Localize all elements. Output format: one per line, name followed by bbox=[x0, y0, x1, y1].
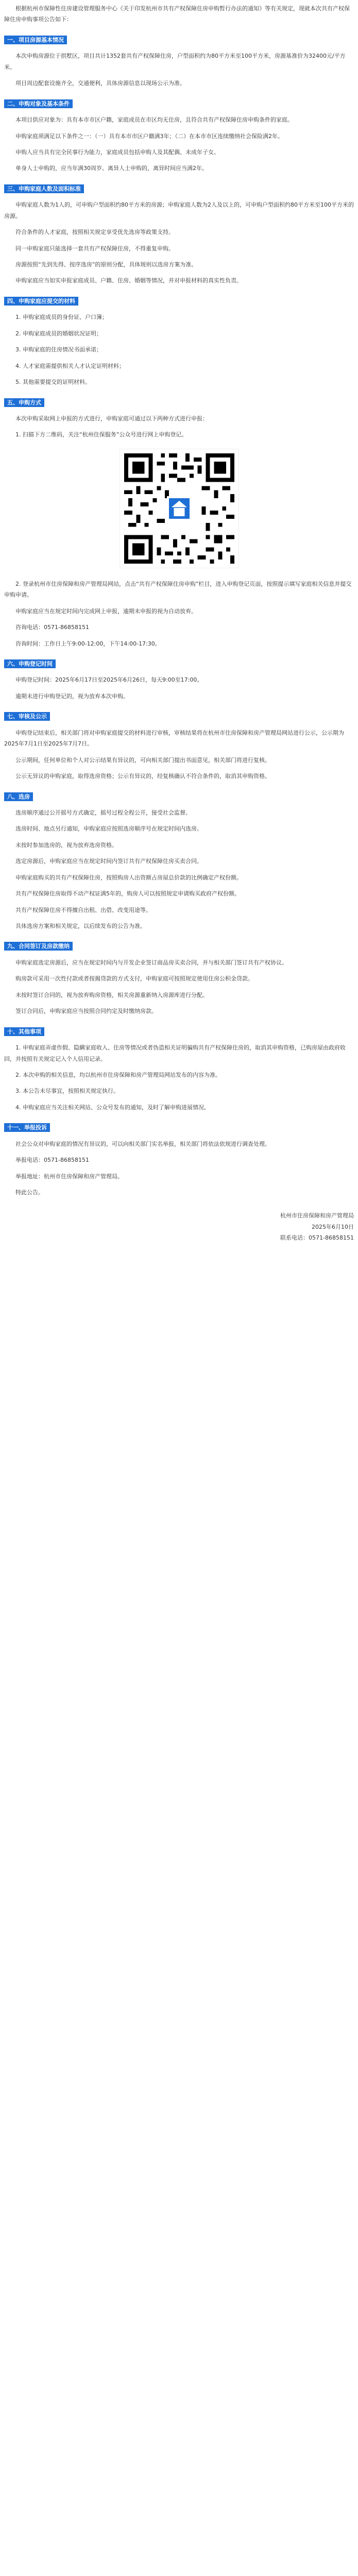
signature-org: 杭州市住房保障和房产管理局 bbox=[280, 1212, 354, 1219]
article bbox=[0, 0, 358, 1244]
paragraph: 2. 本次申购的相关信息，均以杭州市住房保障和房产管理局网站发布的内容为准。 bbox=[15, 1071, 221, 1078]
paragraph: 逾期未进行申购登记的，视为放弃本次申购。 bbox=[15, 692, 129, 700]
paragraph: 房源按照“先到先得、按序选房”的原则分配，具体规则以选房方案为准。 bbox=[15, 261, 197, 268]
paragraph: 共有产权保障住房不得擅自出租、出借、改变用途等。 bbox=[15, 906, 151, 913]
paragraph: 本次申购房源位于拱墅区，项目共计1352套共有产权保障住房，户型面积约为80平方米至100平方米，房源基准价为32400元/平方米。 bbox=[4, 53, 346, 71]
paragraph: 特此公告。 bbox=[15, 1189, 44, 1196]
paragraph: 申购家庭购买的共有产权保障住房，按照购房人出资额占房屋总价款的比例确定产权份额。 bbox=[15, 874, 242, 881]
section-heading: 九、合同签订及房款缴纳 bbox=[4, 941, 354, 952]
paragraph: 同一申购家庭只能选择一套共有产权保障住房，不得重复申购。 bbox=[15, 245, 174, 252]
paragraph: 举报地址：杭州市住房保障和房产管理局。 bbox=[15, 1173, 123, 1180]
section-heading: 一、项目房源基本情况 bbox=[4, 35, 354, 45]
paragraph: 申购家庭人数为1人的，可申购户型面积约80平方米的房源；申购家庭人数为2人及以上的，可申购户型面积约80平方米至100平方米的房源。 bbox=[4, 201, 354, 219]
paragraph: 购房款可采用一次性付款或者按揭贷款的方式支付，申购家庭可按照规定使用住房公积金贷款。 bbox=[15, 975, 253, 982]
section-heading: 十、其他事项 bbox=[4, 1026, 354, 1037]
paragraph: 1. 申购家庭弄虚作假、隐瞒家庭收入、住房等情况或者伪造相关证明骗购共有产权保障住房的，取消其申购资格，已购房屋由政府收回，并按照有关规定记入个人信用记录。 bbox=[4, 1044, 346, 1062]
paragraph: 2. 登录杭州市住房保障和房产管理局网站，点击“共有产权保障住房申购”栏目，进入申购登记页面，按照提示填写家庭相关信息并提交申购申请。 bbox=[4, 580, 352, 599]
phone-text: 咨询电话：0571-86858151 bbox=[15, 624, 89, 631]
list-item: 2. 申购家庭成员的婚姻状况证明； bbox=[15, 330, 102, 337]
paragraph: 1. 扫描下方二维码，关注“杭州住保服务”公众号进行网上申购登记。 bbox=[15, 431, 187, 438]
paragraph: 单身人士申购的，应当年满30周岁。离异人士申购的，离异时间应当满2年。 bbox=[15, 165, 208, 172]
paragraph: 具体选房方案和相关规定，以后续发布的公告为准。 bbox=[15, 923, 146, 929]
paragraph: 申购家庭须满足以下条件之一：（一）具有本市市区户籍满3年；（二）在本市市区连续缴纳社会保险满2年。 bbox=[15, 132, 283, 140]
paragraph: 本项目供应对象为：具有本市市区户籍，家庭成员在市区均无住房，且符合共有产权保障住房申购条件的家庭。 bbox=[15, 116, 293, 124]
paragraph: 咨询时间：工作日上午9:00-12:00，下午14:00-17:30。 bbox=[15, 640, 161, 647]
paragraph: 3. 本公告未尽事宜，按照相关规定执行。 bbox=[15, 1088, 119, 1095]
phone-text: 举报电话：0571-86858151 bbox=[15, 1157, 89, 1164]
paragraph: 申购家庭应当如实申报家庭成员、户籍、住房、婚姻等情况，并对申报材料的真实性负责。 bbox=[15, 277, 242, 284]
paragraph: 签订合同后，申购家庭应当按照合同约定及时缴纳房款。 bbox=[15, 1008, 157, 1015]
qr-code-container bbox=[4, 449, 354, 568]
signature-date: 2025年6月10日 bbox=[312, 1223, 354, 1230]
paragraph: 申购家庭选定房源后，应当在规定时间内与开发企业签订商品房买卖合同，并与相关部门签订共有产权协议。 bbox=[15, 959, 287, 966]
section-heading: 二、申购对象及基本条件 bbox=[4, 98, 354, 109]
paragraph: 本次申购采取网上申报的方式进行，申购家庭可通过以下两种方式进行申报： bbox=[15, 415, 208, 422]
paragraph: 申购家庭应当在规定时间内完成网上申报，逾期未申报的视为自动放弃。 bbox=[15, 607, 197, 615]
paragraph: 选房时间、地点另行通知，申购家庭应按照选房顺序号在规定时间内选房。 bbox=[15, 825, 202, 833]
paragraph: 申购人应当具有完全民事行为能力，家庭成员包括申购人及其配偶、未成年子女。 bbox=[15, 148, 219, 156]
list-item: 4. 人才家庭需提供相关人才认定证明材料； bbox=[15, 362, 125, 369]
signature-contact: 联系电话：0571-86858151 bbox=[280, 1234, 354, 1242]
paragraph: 共有产权保障住房取得不动产权证满5年的，购房人可以按照规定申请购买政府产权份额。 bbox=[15, 890, 240, 897]
list-item: 5. 其他需要提交的证明材料。 bbox=[15, 379, 91, 386]
intro-paragraph: 根据杭州市保障性住房建设管理服务中心《关于印发杭州市共有产权保障住房申购暂行办法的通知》等有关规定，现就本次共有产权保障住房申购事项公告如下： bbox=[4, 5, 350, 23]
paragraph: 社会公众对申购家庭的情况有异议的，可以向相关部门实名举报，相关部门将依法依规进行调查处理。 bbox=[15, 1140, 270, 1147]
section-heading: 七、审核及公示 bbox=[4, 711, 354, 722]
paragraph: 公示期间，任何单位和个人对公示结果有异议的，可向相关部门提出书面意见，相关部门将进行复核。 bbox=[15, 756, 270, 764]
paragraph: 未按时参加选房的，视为放弃选房资格。 bbox=[15, 841, 117, 849]
section-heading: 六、申购登记时间 bbox=[4, 658, 354, 669]
paragraph: 申购登记时间：2025年6月17日至2025年6月26日，每天9:00至17:00。 bbox=[15, 676, 203, 684]
section-heading: 五、申购方式 bbox=[4, 397, 354, 408]
list-item: 1. 申购家庭成员的身份证、户口簿； bbox=[15, 314, 108, 321]
section-heading: 八、选房 bbox=[4, 791, 354, 802]
paragraph: 选房顺序通过公开摇号方式确定，摇号过程全程公开，接受社会监督。 bbox=[15, 809, 191, 816]
paragraph: 符合条件的人才家庭，按照相关规定享受优先选房等政策支持。 bbox=[15, 229, 174, 236]
paragraph: 未按时签订合同的，视为放弃购房资格，相关房源重新纳入房源库进行分配。 bbox=[15, 991, 208, 998]
qr-code-image[interactable] bbox=[120, 449, 239, 568]
spacer bbox=[4, 1203, 354, 1210]
paragraph: 申购登记结束后，相关部门将对申购家庭提交的材料进行审核，审核结果将在杭州市住房保障和房产管理局网站进行公示，公示期为2025年7月1日至2025年7月7日。 bbox=[4, 729, 344, 748]
list-item: 3. 申购家庭的住房情况书面承诺； bbox=[15, 346, 102, 353]
paragraph: 选定房源后，申购家庭应当在规定时间内签订共有产权保障住房买卖合同。 bbox=[15, 858, 202, 865]
section-heading: 十一、举报投诉 bbox=[4, 1122, 354, 1133]
paragraph: 公示无异议的申购家庭，取得选房资格；公示有异议的，经复核确认不符合条件的，取消其申购资格。 bbox=[15, 773, 270, 780]
section-heading: 四、申购家庭应提交的材料 bbox=[4, 296, 354, 307]
section-heading: 三、申购家庭人数及面积标准 bbox=[4, 183, 354, 194]
qr-code-icon bbox=[120, 449, 238, 568]
paragraph: 项目周边配套设施齐全，交通便利，具体房源信息以现场公示为准。 bbox=[15, 80, 185, 87]
paragraph: 4. 申购家庭应当关注相关网站、公众号发布的通知，及时了解申购进展情况。 bbox=[15, 1104, 210, 1111]
